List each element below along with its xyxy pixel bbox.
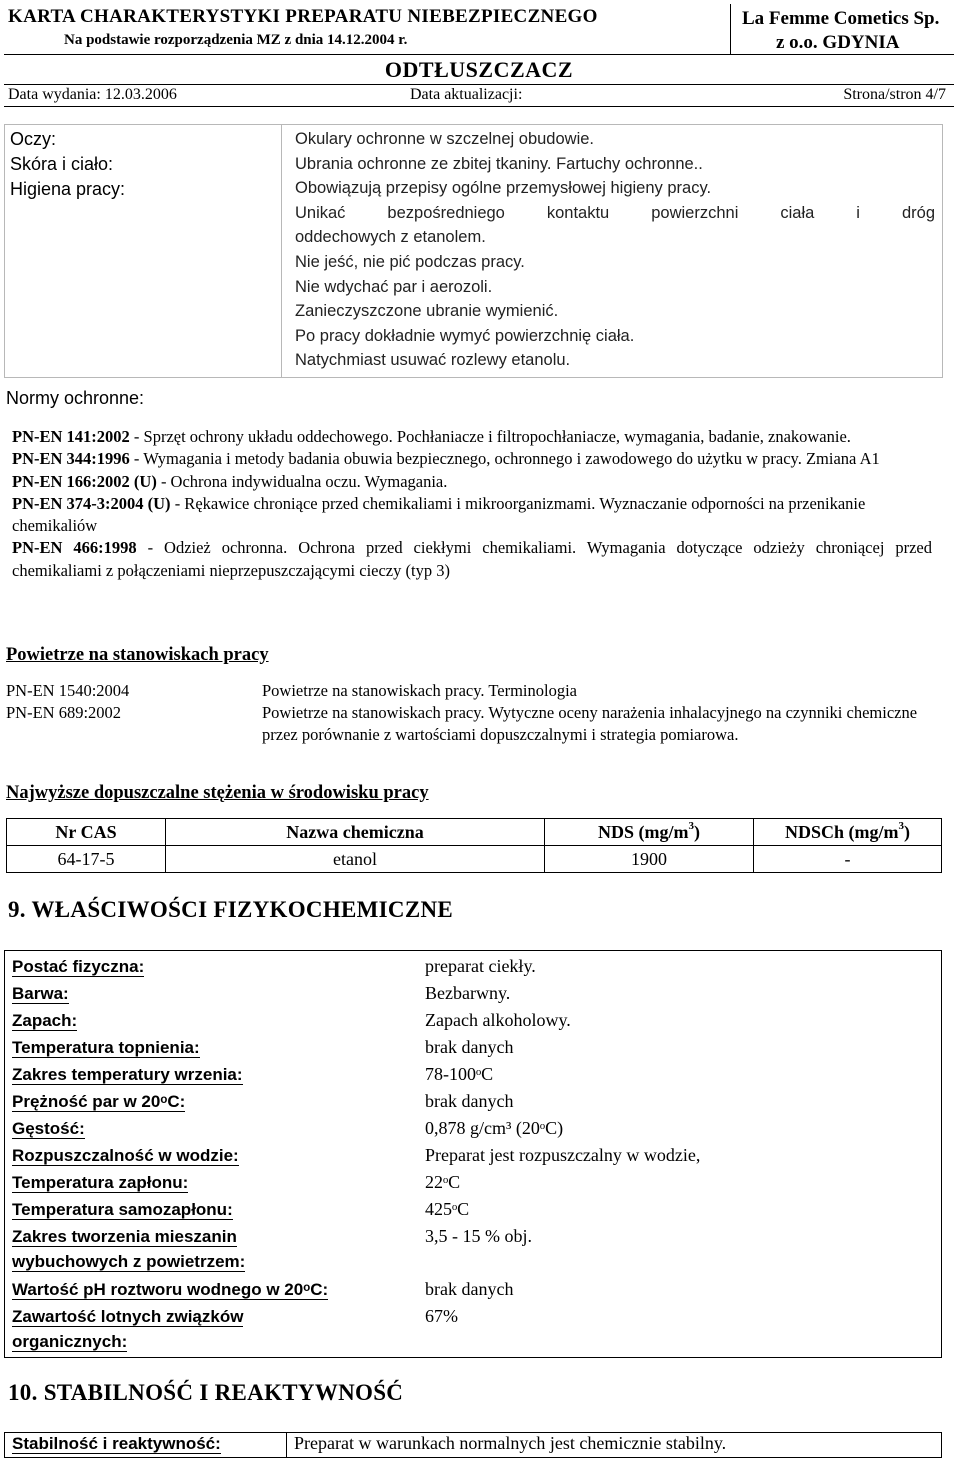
header-title: KARTA CHARAKTERYSTYKI PREPARATU NIEBEZPIECZNEGO bbox=[8, 6, 598, 27]
property-label: Temperatura zapłonu: bbox=[12, 1173, 189, 1192]
property-label: Prężność par w 20ᵒC: bbox=[12, 1092, 186, 1111]
section-9-heading: 9. WŁAŚCIWOŚCI FIZYKOCHEMICZNE bbox=[8, 897, 454, 922]
property-value: 3,5 - 15 % obj. bbox=[425, 1226, 532, 1246]
hygiene-line: Obowiązują przepisy ogólne przemysłowej higieny pracy. bbox=[295, 179, 712, 198]
property-label: Rozpuszczalność w wodzie: bbox=[12, 1146, 239, 1165]
header-rule bbox=[4, 106, 954, 107]
update-date: Data aktualizacji: bbox=[410, 86, 523, 103]
property-label: Gęstość: bbox=[12, 1119, 85, 1138]
property-label: Barwa: bbox=[12, 984, 69, 1003]
issue-date: Data wydania: 12.03.2006 bbox=[8, 86, 177, 103]
norm-code: PN-EN 374-3:2004 (U) bbox=[12, 493, 171, 513]
property-value: Bezbarwny. bbox=[425, 983, 511, 1003]
norm-code: PN-EN 344:1996 bbox=[12, 449, 130, 469]
property-label: Zakres tworzenia mieszanin wybuchowych z powietrzem: bbox=[12, 1227, 246, 1271]
hygiene-label: Higiena pracy: bbox=[10, 179, 126, 199]
air-text: Powietrze na stanowiskach pracy. Wytyczne oceny narażenia inhalacyjnego na czynniki chemiczne przez porównanie z wartościami dopuszczalnymi i strategia pomiarowa. bbox=[262, 703, 918, 744]
norms-label: Normy ochronne: bbox=[6, 388, 145, 408]
table-row bbox=[7, 846, 942, 873]
property-label: Zapach: bbox=[12, 1011, 78, 1030]
cell-ndsch: - bbox=[754, 846, 942, 873]
document-header bbox=[4, 4, 954, 104]
cell-name: etanol bbox=[166, 846, 545, 873]
section-10-heading: 10. STABILNOŚĆ I REAKTYWNOŚĆ bbox=[8, 1380, 404, 1405]
norm-code: PN-EN 466:1998 bbox=[12, 538, 137, 558]
product-name: ODTŁUSZCZACZ bbox=[384, 57, 574, 82]
norm-item bbox=[12, 426, 932, 448]
header-rule bbox=[4, 54, 954, 55]
protection-text bbox=[295, 127, 935, 373]
skin-label: Skóra i ciało: bbox=[10, 154, 114, 174]
property-value: Zapach alkoholowy. bbox=[425, 1010, 571, 1030]
norm-text: - Odzież ochronna. Ochrona przed ciekłymi chemikaliami. Wymagania dotyczące odzieży chroniącej przed chemikaliami z połączeniami nieprzepuszczającymi cieczy (typ 3) bbox=[12, 538, 933, 580]
hygiene-line: oddechowych z etanolem. bbox=[295, 228, 486, 247]
property-value: 22ᵒC bbox=[425, 1172, 461, 1192]
air-code: PN-EN 689:2002 bbox=[6, 703, 122, 722]
hygiene-line: Unikać bezpośredniego kontaktu powierzchni ciała i dróg bbox=[295, 203, 935, 222]
col-name: Nazwa chemiczna bbox=[166, 819, 545, 846]
header-divider bbox=[730, 4, 731, 54]
cell-nds: 1900 bbox=[545, 846, 754, 873]
air-codes bbox=[6, 680, 129, 724]
property-label: Temperatura topnienia: bbox=[12, 1038, 200, 1057]
header-rule bbox=[4, 84, 954, 85]
property-value: 425ᵒC bbox=[425, 1199, 470, 1219]
air-descriptions bbox=[262, 680, 922, 746]
air-code: PN-EN 1540:2004 bbox=[6, 681, 130, 700]
limits-heading: Najwyższe dopuszczalne stężenia w środowisku pracy bbox=[6, 783, 429, 803]
property-value: brak danych bbox=[425, 1279, 514, 1299]
property-value: 67% bbox=[425, 1306, 458, 1326]
norm-code: PN-EN 141:2002 bbox=[12, 427, 130, 446]
stability-value: Preparat w warunkach normalnych jest chemicznie stabilny. bbox=[294, 1433, 727, 1453]
air-heading: Powietrze na stanowiskach pracy bbox=[6, 645, 269, 665]
norm-item bbox=[12, 493, 932, 538]
page-number: Strona/stron 4/7 bbox=[843, 86, 946, 103]
hygiene-line: Nie wdychać par i aerozoli. bbox=[295, 277, 493, 296]
property-label: Zakres temperatury wrzenia: bbox=[12, 1065, 243, 1084]
property-value: 0,878 g/cm³ (20ᵒC) bbox=[425, 1118, 564, 1138]
limits-table bbox=[6, 818, 942, 873]
company-name: La Femme Cometics Sp. bbox=[742, 8, 940, 29]
col-nds: NDS $(mg/m^3)$ bbox=[545, 819, 754, 846]
norm-item bbox=[12, 471, 932, 493]
property-label: Zawartość lotnych związków organicznych: bbox=[12, 1307, 244, 1351]
skin-text: Ubrania ochronne ze zbitej tkaniny. Fartuchy ochronne.. bbox=[295, 154, 703, 173]
property-label: Postać fizyczna: bbox=[12, 957, 145, 976]
hygiene-line: Natychmiast usuwać rozlewy etanolu. bbox=[295, 351, 571, 370]
property-value: brak danych bbox=[425, 1037, 514, 1057]
property-value: 78-100ᵒC bbox=[425, 1064, 494, 1084]
property-label: Wartość pH roztworu wodnego w 20ᵒC: bbox=[12, 1280, 329, 1299]
hygiene-line: Nie jeść, nie pić podczas pracy. bbox=[295, 252, 525, 271]
norm-text: - Rękawice chroniące przed chemikaliami i mikroorganizmami. Wyznaczanie odporności na przenikanie chemikaliów bbox=[12, 493, 866, 536]
air-text: Powietrze na stanowiskach pracy. Terminologia bbox=[262, 681, 577, 700]
norm-text: - Wymagania i metody badania obuwia bezpiecznego, ochronnego i zawodowego do użytku w pracy. Zmiana A1 bbox=[129, 449, 880, 469]
eyes-text: Okulary ochronne w szczelnej obudowie. bbox=[295, 130, 594, 148]
norm-text: - Ochrona indywidualna oczu. Wymagania. bbox=[156, 471, 448, 491]
header-subtitle: Na podstawie rozporządzenia MZ z dnia 14.12.2004 r. bbox=[64, 32, 408, 48]
table-header-row bbox=[7, 819, 942, 846]
eyes-label: Oczy: bbox=[10, 129, 57, 149]
norm-code: PN-EN 166:2002 (U) bbox=[12, 471, 157, 491]
stability-divider bbox=[286, 1432, 287, 1458]
company-city: z o.o. GDYNIA bbox=[776, 32, 900, 53]
property-value: preparat ciekły. bbox=[425, 956, 536, 976]
cell-cas: 64-17-5 bbox=[7, 846, 166, 873]
property-label: Temperatura samozapłonu: bbox=[12, 1200, 233, 1219]
norm-item bbox=[12, 537, 932, 582]
norms-list bbox=[12, 426, 932, 582]
hygiene-line: Po pracy dokładnie wymyć powierzchnię ciała. bbox=[295, 326, 635, 345]
norm-item bbox=[12, 448, 932, 470]
hygiene-line: Zanieczyszczone ubranie wymienić. bbox=[295, 302, 559, 321]
col-cas: Nr CAS bbox=[7, 819, 166, 846]
stability-label: Stabilność i reaktywność: bbox=[12, 1434, 221, 1453]
property-value: brak danych bbox=[425, 1091, 514, 1111]
col-ndsch: NDSCh $(mg/m^3)$ bbox=[754, 819, 942, 846]
norm-text: - Sprzęt ochrony układu oddechowego. Pochłaniacze i filtropochłaniacze, wymagania, badanie, znakowanie. bbox=[129, 427, 851, 446]
property-value: Preparat jest rozpuszczalny w wodzie, bbox=[425, 1145, 701, 1165]
protection-divider bbox=[281, 124, 282, 377]
